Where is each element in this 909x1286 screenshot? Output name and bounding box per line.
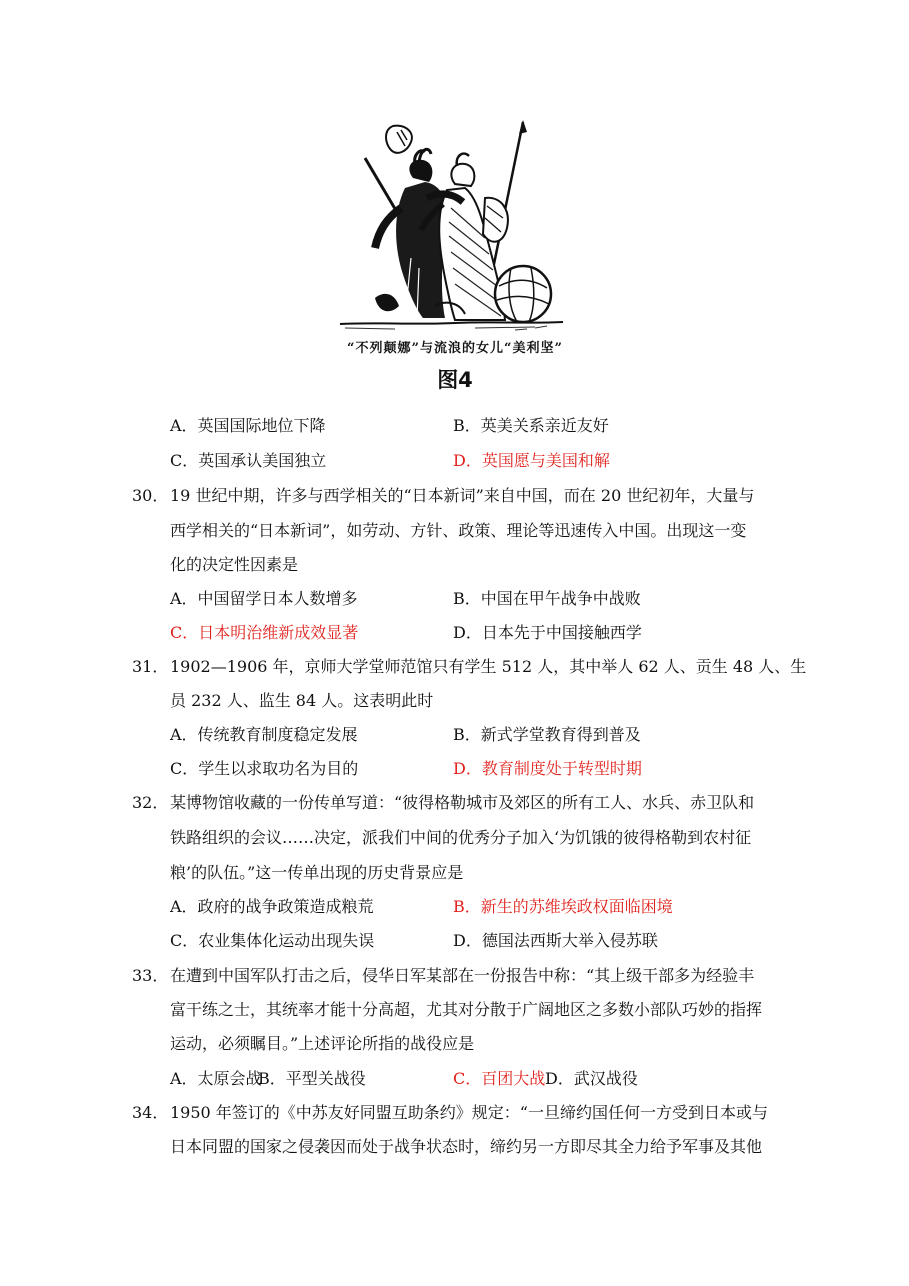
option-b: B．英美关系亲近友好 — [453, 416, 609, 435]
figure-caption: “不列颠娜”与流浪的女儿“美利坚” — [347, 341, 563, 356]
question-stem-line: 19 世纪中期，许多与西学相关的“日本新词”来自中国，而在 20 世纪初年，大量与 — [170, 486, 755, 505]
option-a: A．太原会战 — [170, 1069, 262, 1088]
option-b: B．新式学堂教育得到普及 — [453, 725, 641, 744]
question-number: 31． — [132, 657, 169, 676]
cartoon-illustration — [335, 118, 565, 340]
option-a: A．中国留学日本人数增多 — [170, 589, 358, 608]
option-d-answer: D．英国愿与美国和解 — [453, 451, 610, 470]
question-stem-line: 某博物馆收藏的一份传单写道：“彼得格勒城市及郊区的所有工人、水兵、赤卫队和 — [170, 793, 755, 812]
question-number: 32． — [132, 793, 169, 812]
option-a: A．政府的战争政策造成粮荒 — [170, 897, 374, 916]
question-stem-line: 铁路组织的会议……决定，派我们中间的优秀分子加入‘为饥饿的彼得格勒到农村征 — [170, 828, 752, 847]
option-c-answer: C．百团大战 — [453, 1069, 546, 1088]
question-stem-line: 1950 年签订的《中苏友好同盟互助条约》规定：“一旦缔约国任何一方受到日本或与 — [170, 1103, 768, 1122]
question-stem-line: 在遭到中国军队打击之后，侵华日军某部在一份报告中称：“其上级干部多为经验丰 — [170, 966, 755, 985]
question-stem-line: 运动，必须瞩目。”上述评论所指的战役应是 — [170, 1034, 475, 1053]
question-number: 34． — [132, 1103, 169, 1122]
question-stem-line: 日本同盟的国家之侵袭因而处于战争状态时，缔约另一方即尽其全力给予军事及其他 — [170, 1137, 763, 1156]
option-d: D．武汉战役 — [545, 1069, 638, 1088]
question-number: 30． — [132, 486, 169, 505]
option-b: B．平型关战役 — [258, 1069, 366, 1088]
question-stem-line: 1902—1906 年，京师大学堂师范馆只有学生 512 人，其中举人 62 人、贡生 48 人、生 — [170, 657, 807, 676]
option-d: D．日本先于中国接触西学 — [453, 623, 642, 642]
option-a: A．英国国际地位下降 — [170, 416, 326, 435]
option-c-answer: C．日本明治维新成效显著 — [170, 623, 359, 642]
option-b-answer: B．新生的苏维埃政权面临困境 — [453, 897, 673, 916]
figure-label: 图4 — [437, 368, 473, 392]
option-a: A．传统教育制度稳定发展 — [170, 725, 358, 744]
question-stem-line: 西学相关的“日本新词”，如劳动、方针、政策、理论等迅速传入中国。出现这一变 — [170, 521, 747, 540]
option-c: C．学生以求取功名为目的 — [170, 759, 359, 778]
option-d-answer: D．教育制度处于转型时期 — [453, 759, 642, 778]
question-stem-line: 粮’的队伍。”这一传单出现的历史背景应是 — [170, 863, 464, 882]
option-d: D．德国法西斯大举入侵苏联 — [453, 931, 658, 950]
question-stem-line: 富干练之士，其统率才能十分高超，尤其对分散于广阔地区之多数小部队巧妙的指挥 — [170, 1000, 763, 1019]
option-b: B．中国在甲午战争中战败 — [453, 589, 641, 608]
question-stem-line: 化的决定性因素是 — [170, 555, 299, 574]
question-number: 33． — [132, 966, 169, 985]
option-c: C．英国承认美国独立 — [170, 451, 327, 470]
option-c: C．农业集体化运动出现失误 — [170, 931, 375, 950]
question-stem-line: 员 232 人、监生 84 人。这表明此时 — [170, 691, 434, 710]
